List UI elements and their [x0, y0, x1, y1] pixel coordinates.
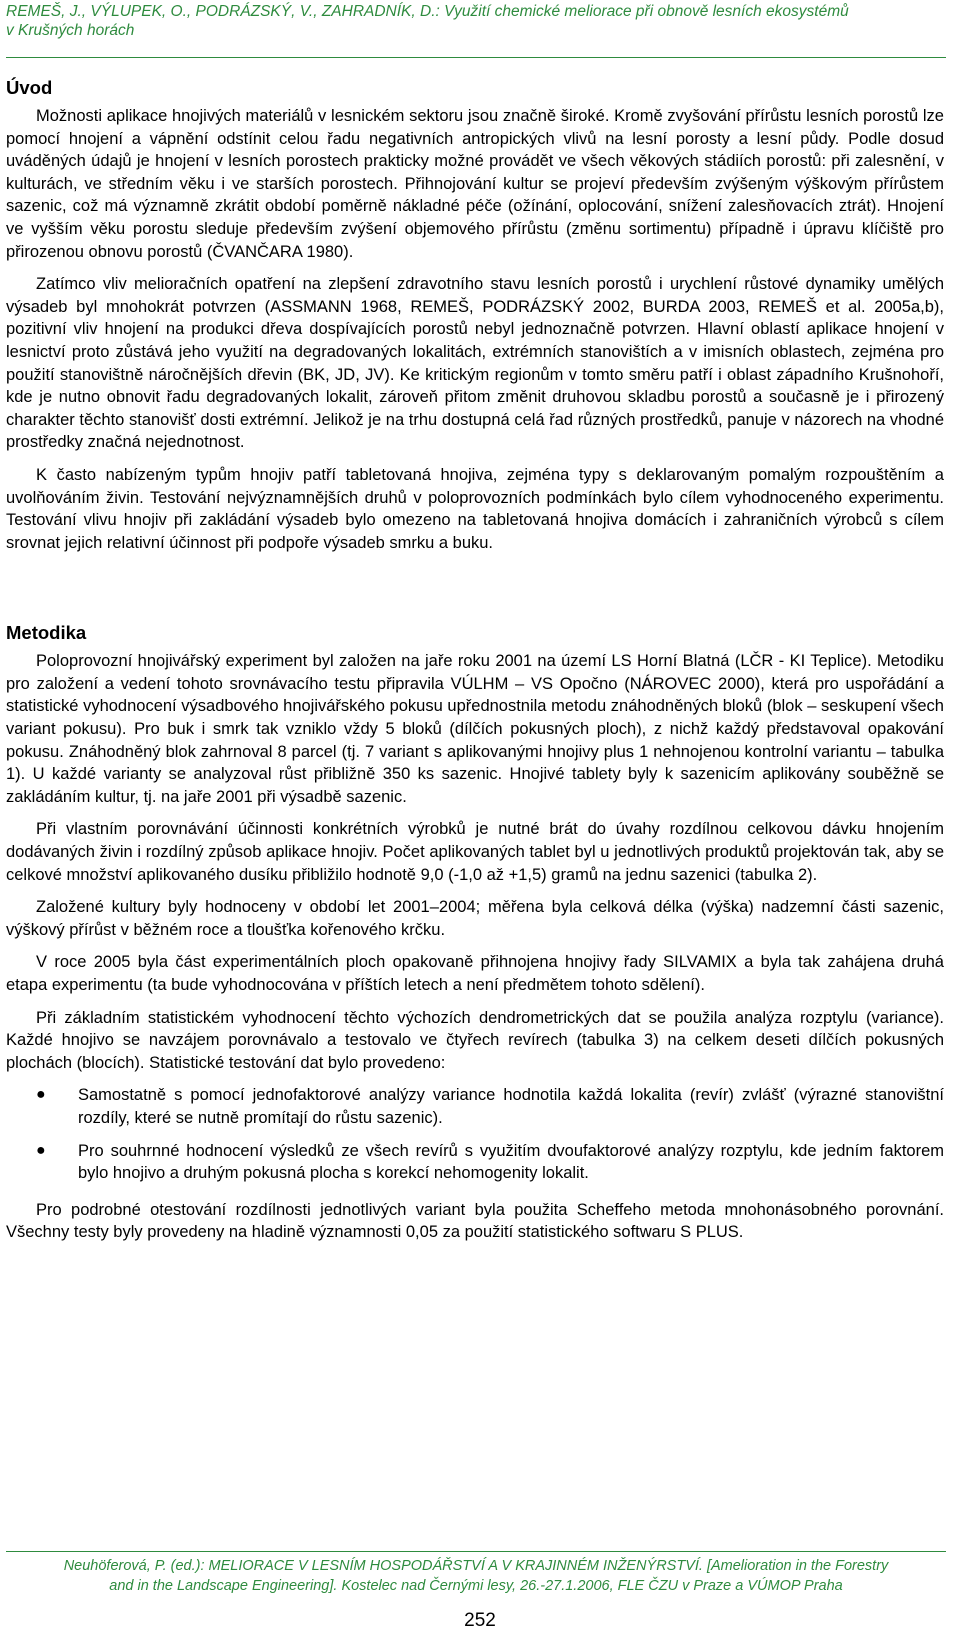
section-methods: [6, 622, 944, 1244]
header-divider: [6, 57, 946, 58]
paragraph: Možnosti aplikace hnojivých materiálů v lesnickém sektoru jsou značně široké. Kromě zvyšování přírůstu lesních porostů lze pomocí hnojení a vápnění odstínit celou řadu negativních antropických vlivů na lesní porosty a lesní půdy. Podle dosud uváděných údajů je hnojení v lesních porostech prakticky možné provádět ve všech věkových stádiích porostů: při zalesnění, v kulturách, ve středním věku i ve starších porostech. Přihnojování kultur se projeví především zvýšeným výškovým přírůstem sazenic, což má významně zkrátit období poměrně nákladné péče (ožínání, oplocování, snížení zalesňovacích ztrát). Hnojení ve vyšším věku porostu sleduje především zvýšení objemového přírůstu (změnu sortimentu) případně i úpravu klíčiště pro přirozenou obnovu porostů (ČVANČARA 1980).: [6, 107, 944, 261]
footer-divider: [6, 1551, 946, 1552]
list-item: [36, 1140, 944, 1185]
header-title-cont: v Krušných horách: [6, 22, 135, 39]
footer-line: Neuhöferová, P. (ed.): MELIORACE V LESNÍM HOSPODÁŘSTVÍ A V KRAJINNÉM INŽENÝRSTVÍ. [Amelioration in the Forestry: [63, 1558, 889, 1574]
paragraph: V roce 2005 byla část experimentálních ploch opakovaně přihnojena hnojivy řady SILVAMIX a byla tak zahájena druhá etapa experimentu (ta bude vyhodnocována v příštích letech a není předmětem tohoto sdělení).: [6, 953, 944, 994]
paragraph: Zatímco vliv melioračních opatření na zlepšení zdravotního stavu lesních porostů i urychlení růstové dynamiky umělých výsadeb byl mnohokrát potvrzen (ASSMANN 1968, REMEŠ, PODRÁZSKÝ 2002, BURDA 2003, REMEŠ et al. 2005a,b), pozitivní vliv hnojení na produkci dřeva dospívajících porostů nebyl jednoznačně potvrzen. Hlavní oblastí aplikace hnojení v lesnictví proto zůstává jeho využití na degradovaných lokalitách, extrémních stanovištích a v imisních oblastech, zejména pro použití stanovištně náročnějších dřevin (BK, JD, JV). Ke kritickým regionům v tomto směru patří i oblast západního Krušnohoří, kde je nutno obnovit řadu degradovaných lokalit, zároveň přitom změnit druhovou skladbu porostů a současně je i přirozený charakter těchto stanovišť dosti extrémní. Jelikož je na trhu dostupná celá řad různých prostředků, panuje v názorech na vhodné prostředky značná nejednotnost.: [6, 275, 944, 452]
paragraph: Založené kultury byly hodnoceny v období let 2001–2004; měřena byla celková délka (výška) nadzemní části sazenic, výškový přírůst v běžném roce a tloušťka kořenového krčku.: [6, 898, 944, 939]
paragraph: Při základním statistickém vyhodnocení těchto výchozích dendrometrických dat se použila analýza rozptylu (variance). Každé hnojivo se navzájem porovnávalo a testovalo ve čtyřech revírech (tabulka 3) na celkem deseti dílčích pokusných plochách (blocích). Statistické testování dat bylo provedeno:: [6, 1008, 944, 1072]
paragraph: Pro podrobné otestování rozdílnosti jednotlivých variant byla použita Scheffeho metoda mnohonásobného porovnání. Všechny testy byly provedeny na hladině významnosti 0,05 za použití statistického softwaru S PLUS.: [6, 1200, 944, 1242]
running-footer: [6, 1556, 946, 1596]
paragraph: Poloprovozní hnojivářský experiment byl založen na jaře roku 2001 na území LS Horní Blatná (LČR - KI Teplice). Metodiku pro založení a vedení tohoto srovnávacího testu připravila VÚLHM – VS Opočno (NÁROVEC 2000), která pro uspořádání a statistické vyhodnocení výsadbového hnojivářského pokusu upřednostnila metodu znáhodněných bloků (blok – seskupení všech variant pokusu). Pro buk i smrk tak vzniklo vždy 5 bloků (dílčích pokusných ploch), z nichž každý představoval opakování pokusu. Znáhodněný blok zahrnoval 8 parcel (tj. 7 variant s aplikovanými hnojivy plus 1 nehnojenou kontrolní variantu – tabulka 1). U každé varianty se analyzoval růst přibližně 350 ks sazenic. Hnojivé tablety byly k sazenicím aplikovány souběžně se zakládáním kultur, tj. na jaře 2001 při výsadbě sazenic.: [6, 652, 944, 806]
section-intro: [6, 77, 944, 554]
section-heading-intro: Úvod: [6, 77, 53, 98]
bullet-list: [6, 1084, 944, 1184]
list-item-text: Samostatně s pomocí jednofaktorové analýzy variance hodnotila každá lokalita (revír) zvlášť (výrazné stanovištní rozdíly, které se nutně promítají do růstu sazenic).: [78, 1086, 944, 1127]
list-item: [36, 1084, 944, 1129]
footer-line: and in the Landscape Engineering]. Kostelec nad Černými lesy, 26.-27.1.2006, FLE ČZU v Praze a VÚMOP Praha: [109, 1578, 843, 1594]
section-heading-methods: Metodika: [6, 622, 87, 644]
bullet-icon: ●: [36, 1086, 46, 1104]
paragraph: Při vlastním porovnávání účinnosti konkrétních výrobků je nutné brát do úvahy rozdílnou celkovou dávku hnojením dodávaných živin i rozdílný způsob aplikace hnojiv. Počet aplikovaných tablet byl u jednotlivých produktů projektován tak, aby se celkové množství aplikovaného dusíku přibližilo hodnotě 9,0 (-1,0 až +1,5) gramů na jednu sazenici (tabulka 2).: [6, 820, 944, 884]
paragraph: K často nabízeným typům hnojiv patří tabletovaná hnojiva, zejména typy s deklarovaným pomalým rozpouštěním a uvolňováním živin. Testování nejvýznamnějších druhů v poloprovozních podmínkách bylo cílem vyhodnoceného experimentu. Testování vlivu hnojiv při zakládání výsadeb bylo omezeno na tabletovaná hnojiva domácích i zahraničních výrobců s cílem srovnat jejich relativní účinnost při podpoře výsadeb smrku a buku.: [6, 465, 944, 552]
header-authors: REMEŠ, J., VÝLUPEK, O., PODRÁZSKÝ, V., ZAHRADNÍK, D.: [6, 3, 436, 20]
page-number: 252: [464, 1610, 496, 1631]
header-title: : Využití chemické meliorace při obnově lesních ekosystémů: [435, 3, 849, 20]
article-body: [6, 77, 944, 1254]
running-header: [6, 2, 946, 40]
bullet-icon: ●: [36, 1141, 46, 1159]
list-item-text: Pro souhrnné hodnocení výsledků ze všech revírů s využitím dvoufaktorové analýzy rozptylu, kde jedním faktorem bylo hnojivo a druhým pokusná plocha s korekcí nehomogenity lokalit.: [78, 1141, 944, 1183]
